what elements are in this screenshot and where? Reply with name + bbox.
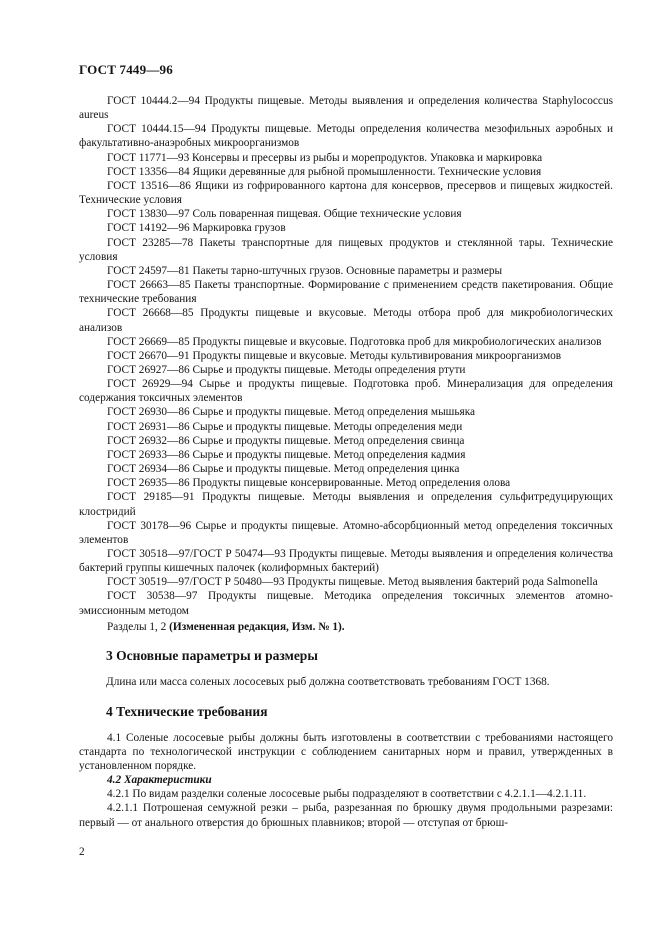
reference-item: ГОСТ 30518—97/ГОСТ Р 50474—93 Продукты пищевые. Методы выявления и определения количества бактерий группы кишечных палочек (колиформных бактерий)	[79, 548, 613, 575]
reference-item: ГОСТ 24597—81 Пакеты тарно-штучных грузов. Основные параметры и размеры	[107, 264, 503, 277]
subsection-number: 4.2	[107, 774, 124, 787]
amendment-note-prefix: Разделы 1, 2	[107, 620, 170, 633]
reference-item: ГОСТ 26663—85 Пакеты транспортные. Формирование с применением средств пакетирования. Общие технические требования	[79, 279, 613, 306]
paragraph-4-2-1: 4.2.1 По видам разделки соленые лососевые рыбы подразделяют в соответствии с 4.2.1.1—4.2.1.11.	[107, 788, 587, 801]
reference-item: ГОСТ 23285—78 Пакеты транспортные для пищевых продуктов и стеклянной тары. Технические условия	[79, 236, 613, 263]
reference-item: ГОСТ 26927—86 Сырье и продукты пищевые. Методы определения ртути	[107, 363, 466, 376]
reference-item: ГОСТ 26932—86 Сырье и продукты пищевые. Метод определения свинца	[107, 434, 465, 447]
reference-item: ГОСТ 10444.2—94 Продукты пищевые. Методы выявления и определения количества Staphylococcus aureus	[79, 95, 613, 122]
normative-references-list	[79, 94, 613, 634]
reference-item: ГОСТ 26934—86 Сырье и продукты пищевые. Метод определения цинка	[107, 463, 460, 476]
reference-item: ГОСТ 29185—91 Продукты пищевые. Методы выявления и определения сульфитредуцирующих клостридий	[79, 491, 613, 518]
reference-item: ГОСТ 14192—96 Маркировка грузов	[107, 222, 286, 235]
reference-item: ГОСТ 26669—85 Продукты пищевые и вкусовые. Подготовка проб для микробиологических анализов	[107, 335, 602, 348]
document-header: ГОСТ 7449—96	[79, 62, 173, 77]
reference-item: ГОСТ 30519—97/ГОСТ Р 50480—93 Продукты пищевые. Метод выявления бактерий рода Salmonella	[107, 576, 598, 589]
amendment-note-bold: (Измененная редакция, Изм. № 1).	[169, 620, 345, 633]
reference-item: ГОСТ 26933—86 Сырье и продукты пищевые. Метод определения кадмия	[107, 448, 466, 461]
paragraph-4-1: 4.1 Соленые лососевые рыбы должны быть изготовлены в соответствии с требованиями настоящего стандарта по технологической инструкции с соблюдением санитарных норм и правил, утвержденных в установленном порядке.	[79, 732, 613, 773]
reference-item: ГОСТ 26931—86 Сырье и продукты пищевые. Методы определения меди	[107, 420, 463, 433]
reference-item: ГОСТ 26929—94 Сырье и продукты пищевые. Подготовка проб. Минерализация для определения содержания токсичных элементов	[79, 378, 613, 405]
reference-item: ГОСТ 13516—86 Ящики из гофрированного картона для консервов, пресервов и пищевых жидкостей. Технические условия	[79, 179, 613, 207]
section-3-title: 3 Основные параметры и размеры	[106, 648, 318, 663]
reference-item: ГОСТ 26935—86 Продукты пищевые консервированные. Метод определения олова	[107, 477, 511, 490]
section-3-text: Длина или масса соленых лососевых рыб должна соответствовать требованиям ГОСТ 1368.	[106, 676, 550, 688]
section-4-body	[79, 731, 613, 830]
subsection-4-2-heading	[79, 773, 613, 787]
page-number: 2	[79, 846, 85, 858]
reference-item: ГОСТ 30538—97 Продукты пищевые. Методика определения токсичных элементов атомно-эмиссионным методом	[79, 590, 613, 617]
section-4-title: 4 Технические требования	[106, 704, 268, 719]
reference-item: ГОСТ 10444.15—94 Продукты пищевые. Методы определения количества мезофильных аэробных и факультативно-анаэробных микроорганизмов	[79, 123, 613, 150]
subsection-title: Характеристики	[123, 774, 212, 787]
reference-item: ГОСТ 11771—93 Консервы и пресервы из рыбы и морепродуктов. Упаковка и маркировка	[107, 151, 543, 164]
reference-item: ГОСТ 26668—85 Продукты пищевые и вкусовые. Методы отбора проб для микробиологических анализов	[79, 307, 613, 334]
reference-item: ГОСТ 13356—84 Ящики деревянные для рыбной промышленности. Технические условия	[107, 165, 542, 178]
reference-item: ГОСТ 30178—96 Сырье и продукты пищевые. Атомно-абсорбционный метод определения токсичных элементов	[79, 519, 613, 546]
reference-item: ГОСТ 13830—97 Соль поваренная пищевая. Общие технические условия	[107, 208, 462, 221]
paragraph-4-2-1-1: 4.2.1.1 Потрошеная семужной резки – рыба, разрезанная по брюшку двумя продольными разрезами: первый — от анального отверстия до брюшных плавников; второй — отступая от брюш-	[79, 802, 613, 829]
reference-item: ГОСТ 26670—91 Продукты пищевые и вкусовые. Методы культивирования микроорганизмов	[107, 349, 562, 362]
reference-item: ГОСТ 26930—86 Сырье и продукты пищевые. Метод определения мышьяка	[107, 406, 476, 419]
amendment-note	[79, 620, 613, 634]
